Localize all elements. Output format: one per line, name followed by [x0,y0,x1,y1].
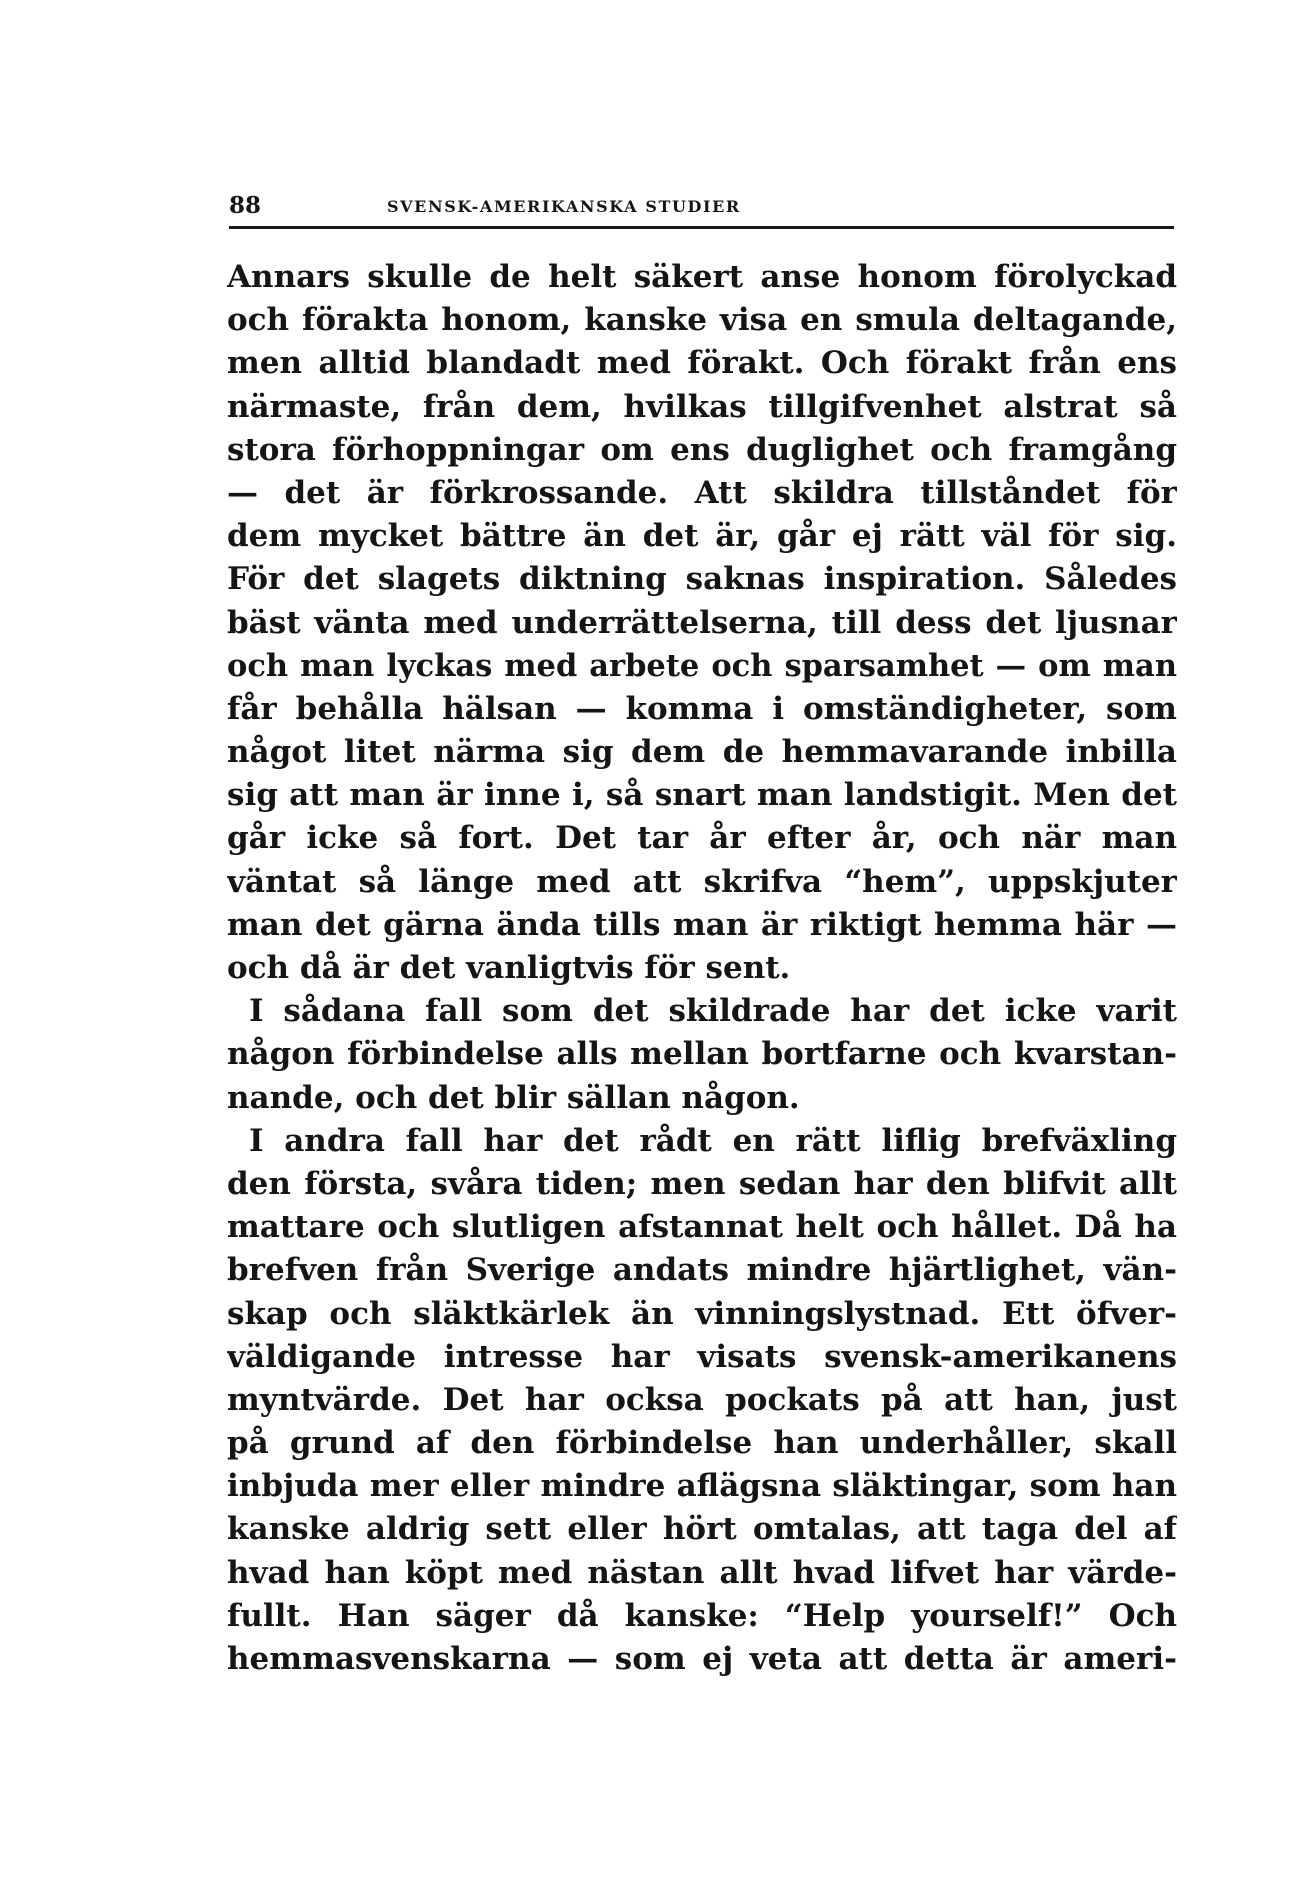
text-line: går icke så fort. Det tar år efter år, och när man [227,820,1177,857]
text-line: man det gärna ända tills man är riktigt hemma här — [227,906,1177,943]
page-number: 88 [229,192,262,219]
text-line: och man lyckas med arbete och sparsamhet — om man [227,647,1177,684]
running-title: SVENSK-AMERIKANSKA STUDIER [387,197,741,216]
running-head [229,190,1174,222]
text-line: skap och släktkärlek än vinningslystnad. Ett öfver- [227,1295,1177,1332]
text-line: sig att man är inne i, så snart man landstigit. Men det [227,777,1177,814]
text-line: på grund af den förbindelse han underhåller, skall [227,1425,1177,1462]
text-line: inbjuda mer eller mindre aflägsna släktingar, som han [227,1468,1177,1505]
text-line: nande, och det blir sällan någon. [227,1079,800,1116]
text-line: Annars skulle de helt säkert anse honom förolyckad [227,259,1177,295]
text-line: bäst vänta med underrättelserna, till dess det ljusnar [227,604,1177,641]
text-line: myntvärde. Det har ocksa pockats på att han, just [227,1381,1177,1418]
text-line: — det är förkrossande. Att skildra tillståndet för [227,474,1177,511]
text-line: närmaste, från dem, hvilkas tillgifvenhet alstrat så [227,388,1177,425]
header-rule [229,226,1174,229]
text-line: I andra fall har det rådt en rätt liflig brefväxling [249,1122,1177,1159]
text-line: För det slagets diktning saknas inspiration. Således [227,561,1177,598]
text-line: brefven från Sverige andats mindre hjärtlighet, vän- [227,1252,1177,1289]
text-line: dem mycket bättre än det är, går ej rätt väl för sig. [227,518,1177,555]
text-line: stora förhoppningar om ens duglighet och framgång [227,431,1177,468]
text-line: men alltid blandadt med förakt. Och förakt från ens [227,345,1177,382]
text-line: och då är det vanligtvis för sent. [227,950,791,986]
text-line: något litet närma sig dem de hemmavarande inbilla [227,734,1177,771]
text-line: fullt. Han säger då kanske: “Help yourself!” Och [227,1597,1177,1634]
text-line: och förakta honom, kanske visa en smula deltagande, [227,302,1177,339]
text-line: väntat så länge med att skrifva “hem”, uppskjuter [227,863,1177,900]
text-line: I sådana fall som det skildrade har det icke varit [249,993,1177,1030]
text-line: väldigande intresse har visats svensk-amerikanens [227,1338,1177,1375]
text-line: kanske aldrig sett eller hört omtalas, att taga del af [227,1511,1177,1548]
text-line: hemmasvenskarna — som ej veta att detta är ameri- [227,1641,1177,1677]
text-line: får behålla hälsan — komma i omständigheter, som [227,690,1177,727]
text-line: någon förbindelse alls mellan bortfarne och kvarstan- [227,1036,1177,1073]
body-text [227,256,1177,1681]
text-line: hvad han köpt med nästan allt hvad lifvet har värde- [227,1554,1177,1591]
text-line: den första, svåra tiden; men sedan har den blifvit allt [227,1165,1177,1202]
text-line: mattare och slutligen afstannat helt och hållet. Då ha [227,1209,1177,1246]
